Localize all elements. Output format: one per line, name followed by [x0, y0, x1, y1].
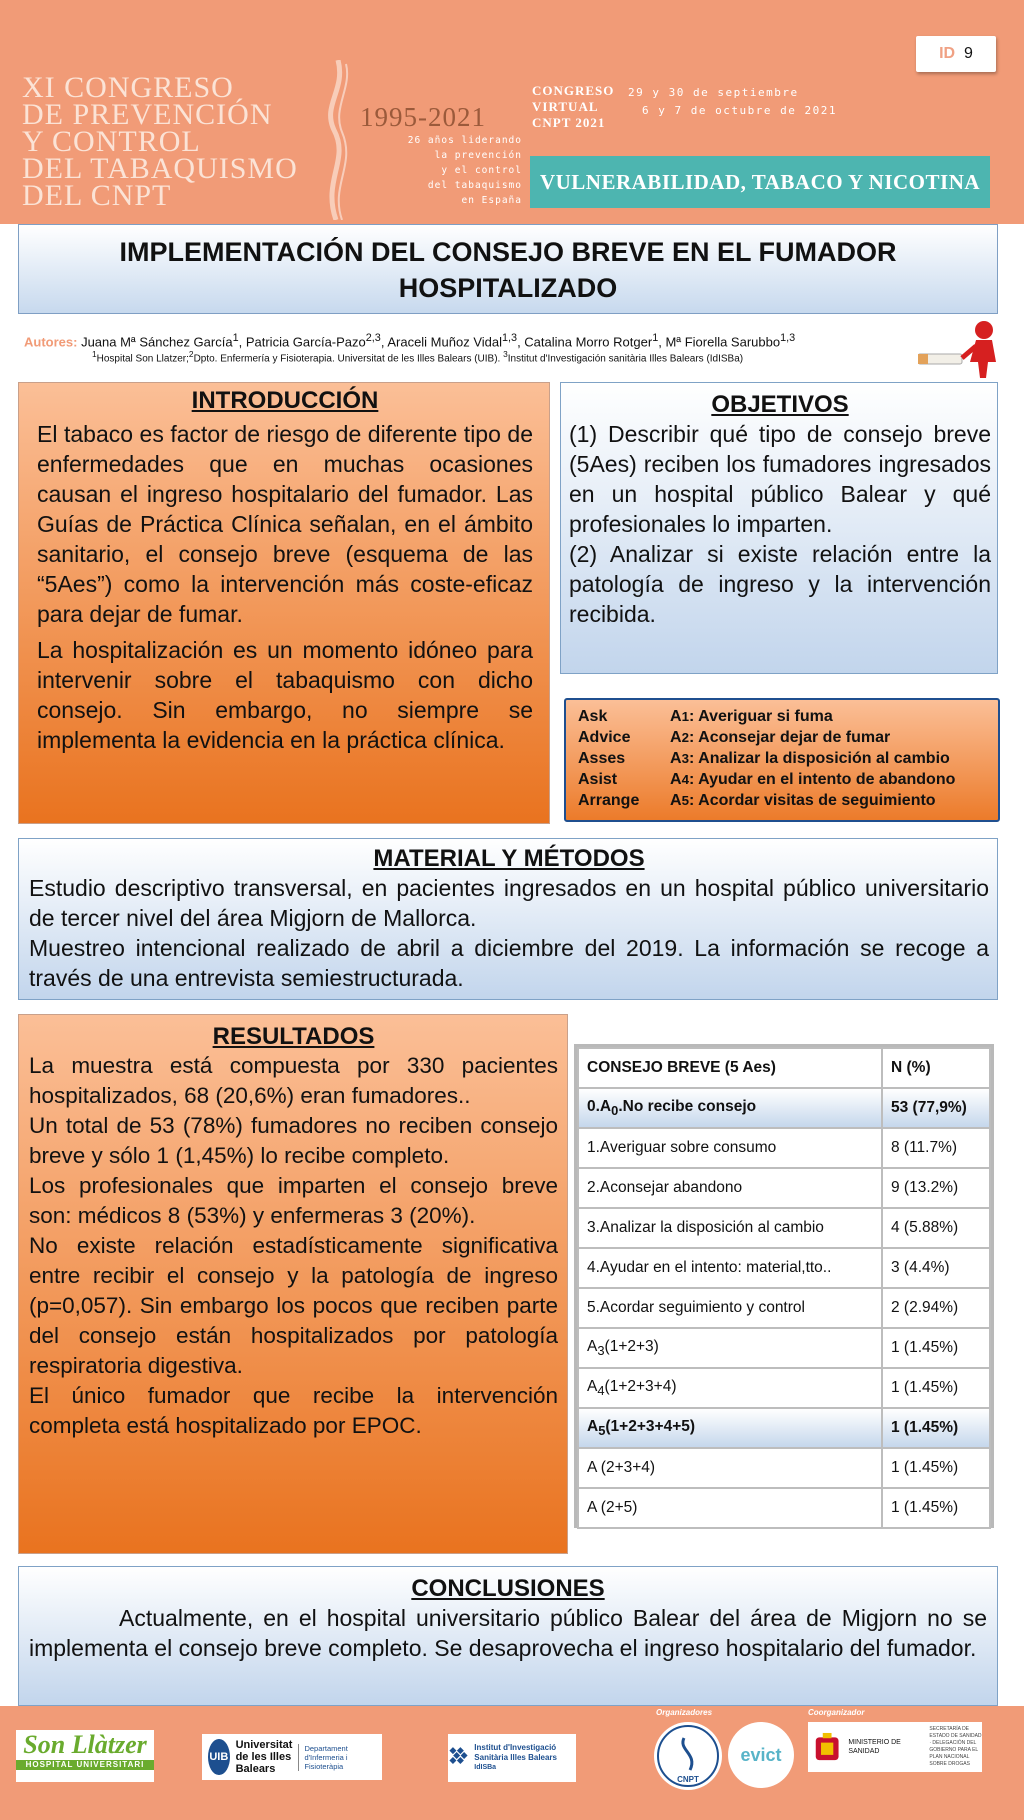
table-cell-label: 2.Aconsejar abandono: [578, 1168, 882, 1208]
resultados-paragraph: La muestra está compuesta por 330 pacientes hospitalizados, 68 (20,6%) eran fumadores..: [29, 1053, 558, 1108]
poster-title-line: IMPLEMENTACIÓN DEL CONSEJO BREVE EN EL FUMADOR: [119, 237, 897, 267]
table-row: [578, 1368, 990, 1408]
table-cell-label: 3.Analizar la disposición al cambio: [578, 1208, 882, 1248]
introduccion-section: [18, 382, 550, 824]
uib-name: Universitat de les Illes Balears: [235, 1739, 293, 1775]
table-cell-label: 1.Averiguar sobre consumo: [578, 1128, 882, 1168]
son-llatzer-sub: HOSPITAL UNIVERSITARI: [16, 1760, 154, 1770]
five-as-text: : Acordar visitas de seguimiento: [688, 792, 936, 809]
author-affil: 1: [652, 332, 659, 344]
introduccion-paragraph: El tabaco es factor de riesgo de diferente tipo de enfermedades que en muchas ocasiones causan el ingreso hospitalario del fumador. Las Guías de Práctica Clínica señalan, en el ámbito sanitario, el consejo breve (esquema de las “5Aes”) como la intervención más coste-eficaz para dejar de fumar.: [37, 421, 533, 627]
dates-line: 29 y 30 de septiembre: [628, 86, 799, 99]
table-cell-label: A (2+3+4): [578, 1448, 882, 1488]
five-as-key: Ask: [578, 708, 608, 725]
smoke-swirl-icon: [312, 60, 360, 220]
five-as-a: A: [670, 750, 682, 767]
objetivos-paragraph: (2) Analizar si existe relación entre la patología de ingreso y la intervención recibida.: [569, 541, 991, 627]
five-as-legend: [564, 698, 1000, 822]
table-cell-label: 5.Acordar seguimiento y control: [578, 1288, 882, 1328]
author-name: , Mª Fiorella Sarubbo: [658, 334, 781, 350]
uib-mark: UIB: [208, 1739, 230, 1775]
objetivos-body: [569, 419, 991, 629]
resultados-section: [18, 1014, 568, 1554]
table-header-cell: CONSEJO BREVE (5 Aes): [578, 1048, 882, 1088]
id-value: 9: [964, 45, 973, 62]
table-cell-value: 1 (1.45%): [882, 1448, 990, 1488]
table-cell-value: 4 (5.88%): [882, 1208, 990, 1248]
conclusiones-paragraph: Actualmente, en el hospital universitario público Balear del área de Migjorn no se implementa el consejo breve completo. Se desaprovecha el ingreso hospitalario del fumador.: [29, 1605, 987, 1661]
cnpt-logo: [654, 1722, 722, 1790]
row-label-sub: 0: [611, 1103, 619, 1119]
five-as-a: A: [670, 729, 682, 746]
five-as-key: Arrange: [578, 792, 640, 809]
uib-dept: Departament d'Infermeria i Fisioteràpia: [298, 1744, 382, 1771]
five-as-key: Asses: [578, 750, 626, 767]
idisba-logo: [448, 1734, 576, 1782]
objetivos-paragraph: (1) Describir qué tipo de consejo breve (5Aes) reciben los fumadores ingresados en un hospital público Balear y qué profesionales lo imparten.: [569, 421, 991, 537]
affil-num: 2: [188, 349, 194, 359]
objetivos-section: [560, 382, 998, 674]
affil-text: Institut d'Investigación sanitària Illes Balears (IdISBa): [507, 353, 744, 365]
results-table: [577, 1047, 991, 1529]
organizadores-label: Organizadores: [656, 1708, 713, 1717]
table-header-cell: N (%): [882, 1048, 990, 1088]
ministerio-name: MINISTERIO DE SANIDAD: [848, 1739, 901, 1755]
ministerio-sub: SECRETARÍA DE ESTADO DE SANIDAD · DELEGACIÓN DEL GOBIERNO PARA EL PLAN NACIONAL SOBRE DROGAS: [929, 1726, 982, 1767]
table-row: [578, 1208, 990, 1248]
resultados-paragraph: Los profesionales que imparten el consejo breve son: médicos 8 (53%) y enfermeras 3 (20%).: [29, 1173, 558, 1228]
theme-banner: VULNERABILIDAD, TABACO Y NICOTINA: [530, 156, 990, 208]
affil-num: 1: [92, 349, 97, 359]
evict-logo: evict: [728, 1722, 794, 1788]
resultados-paragraph: El único fumador que recibe la intervención completa está hospitalizado por EPOC.: [29, 1383, 558, 1438]
table-cell-value: 8 (11.7%): [882, 1128, 990, 1168]
author-name: Juana Mª Sánchez García: [77, 334, 233, 350]
conclusiones-section: [18, 1566, 998, 1706]
introduccion-body: [37, 419, 533, 755]
five-as-row: [578, 790, 998, 811]
affiliations: [92, 348, 922, 365]
row-label-post: (1+2+3): [604, 1337, 659, 1355]
row-label-pre: A: [587, 1337, 598, 1355]
years-subtitle-line: la prevención: [434, 150, 522, 161]
table-row: [578, 1408, 990, 1448]
spain-shield-icon: [814, 1730, 840, 1764]
row-label-sub: 4: [597, 1383, 605, 1399]
five-as-key: Asist: [578, 771, 618, 788]
son-llatzer-logo: [16, 1730, 154, 1782]
five-as-a: A: [670, 708, 682, 725]
five-as-text: : Aconsejar dejar de fumar: [688, 729, 891, 746]
idisba-short: IdISBa: [474, 1764, 497, 1771]
metodos-paragraph: Muestreo intencional realizado de abril a diciembre del 2019. La información se recoge a través de una entrevista semiestructurada.: [29, 935, 989, 991]
uib-logo: [202, 1734, 382, 1780]
author-name: , Araceli Muñoz Vidal: [380, 334, 502, 350]
table-row: [578, 1168, 990, 1208]
author-name: , Catalina Morro Rotger: [517, 334, 653, 350]
years-subtitle-line: del tabaquismo: [427, 180, 522, 191]
resultados-body: [29, 1051, 558, 1441]
smoker-figure-icon: [918, 318, 1004, 380]
table-cell-label: [578, 1368, 882, 1408]
row-label-post: .No recibe consejo: [618, 1097, 757, 1115]
conclusiones-title: CONCLUSIONES: [411, 1575, 605, 1602]
idisba-mark-icon: [448, 1738, 470, 1778]
congress-title-line: DEL CNPT: [22, 179, 172, 212]
virtual-line: CNPT 2021: [532, 115, 606, 130]
five-as-row: [578, 769, 998, 790]
id-badge: [916, 36, 996, 72]
affil-num: 3: [503, 349, 508, 359]
row-label-pre: 0.A: [587, 1097, 612, 1115]
metodos-paragraph: Estudio descriptivo transversal, en pacientes ingresados en un hospital público universitario de tercer nivel del área Migjorn de Mallorca.: [29, 875, 989, 931]
ministerio-logo: [808, 1722, 982, 1772]
virtual-line: VIRTUAL: [532, 99, 599, 114]
cnpt-text: CNPT: [677, 1775, 699, 1784]
congress-virtual: [532, 83, 614, 131]
five-as-text: : Analizar la disposición al cambio: [688, 750, 950, 767]
introduccion-title: INTRODUCCIÓN: [191, 387, 379, 414]
affil-text: Dpto. Enfermería y Fisioterapia. Universitat de les Illes Balears (UIB).: [193, 353, 504, 365]
table-row: [578, 1328, 990, 1368]
congress-title-line: XI CONGRESO: [22, 71, 234, 104]
table-header-row: [578, 1048, 990, 1088]
table-cell-label: A (2+5): [578, 1488, 882, 1528]
five-as-row: [578, 748, 998, 769]
poster-title-line: HOSPITALIZADO: [398, 273, 618, 303]
author-affil: 2,3: [365, 332, 381, 344]
congress-title-line: DEL TABAQUISMO: [22, 152, 298, 185]
row-label-sub: 3: [597, 1343, 605, 1359]
table-cell-value: 2 (2.94%): [882, 1288, 990, 1328]
years-subtitle-line: 26 años liderando: [407, 135, 522, 146]
table-cell-value: 1 (1.45%): [882, 1368, 990, 1408]
five-as-sub: 4: [681, 772, 689, 787]
son-llatzer-name: Son Llàtzer: [23, 1730, 147, 1759]
five-as-row: [578, 706, 998, 727]
table-cell-value: 9 (13.2%): [882, 1168, 990, 1208]
congress-title-line: DE PREVENCIÓN: [22, 98, 273, 131]
years-subtitle-line: y el control: [441, 165, 522, 176]
five-as-sub: 3: [681, 751, 689, 766]
years-subtitle-line: en España: [461, 195, 522, 206]
author-affil: 1,3: [780, 332, 796, 344]
idisba-name: Institut d'Investigació Sanitària Illes Balears: [474, 1743, 557, 1762]
row-label-pre: A: [587, 1377, 598, 1395]
row-label-post: (1+2+3+4): [604, 1377, 677, 1395]
five-as-a: A: [670, 792, 682, 809]
metodos-section: [18, 838, 998, 1000]
introduccion-paragraph: La hospitalización es un momento idóneo para intervenir sobre el tabaquismo con dicho consejo. Sin embargo, no siempre se implementa la evidencia en la práctica clínica.: [37, 637, 533, 753]
five-as-text: : Ayudar en el intento de abandono: [688, 771, 956, 788]
table-cell-value: 3 (4.4%): [882, 1248, 990, 1288]
five-as-sub: 5: [681, 793, 689, 808]
table-cell-value: 1 (1.45%): [882, 1328, 990, 1368]
consejo-breve-table: [574, 1044, 994, 1528]
table-cell-label: 4.Ayudar en el intento: material,tto..: [578, 1248, 882, 1288]
table-row: [578, 1288, 990, 1328]
resultados-title: RESULTADOS: [212, 1023, 375, 1050]
coorganizador-label: Coorganizador: [808, 1708, 865, 1717]
table-cell-label: [578, 1088, 882, 1128]
table-cell-value: 1 (1.45%): [882, 1488, 990, 1528]
dates-line: 6 y 7 de octubre de 2021: [642, 104, 837, 117]
table-cell-label: [578, 1328, 882, 1368]
row-label-pre: A: [587, 1417, 599, 1435]
poster-title: [18, 224, 998, 314]
congress-title: [22, 71, 298, 212]
table-row: [578, 1248, 990, 1288]
table-row: [578, 1448, 990, 1488]
five-as-a: A: [670, 771, 682, 788]
years-range: 1995-2021: [360, 102, 486, 132]
cnpt-seal-icon: [654, 1722, 722, 1790]
five-as-sub: 1: [681, 709, 689, 724]
congress-dates: [628, 84, 837, 120]
authors-label: Autores:: [24, 334, 78, 350]
affil-text: Hospital Son Llatzer;: [96, 353, 189, 365]
objetivos-title: OBJETIVOS: [711, 391, 849, 418]
idisba-text: [470, 1743, 576, 1773]
table-cell-label: [578, 1408, 882, 1448]
table-row: [578, 1088, 990, 1128]
resultados-paragraph: No existe relación estadísticamente significativa entre recibir el consejo y la patología de ingreso (p=0,057). Sin embargo los pocos que reciben parte del consejo están hospitalizados por patología respiratoria digestiva.: [29, 1233, 558, 1378]
author-name: , Patricia García-Pazo: [238, 334, 366, 350]
row-label-sub: 5: [598, 1423, 606, 1439]
virtual-line: CONGRESO: [532, 83, 615, 98]
metodos-title: MATERIAL Y MÉTODOS: [373, 845, 645, 872]
table-row: [578, 1128, 990, 1168]
congress-title-line: Y CONTROL: [22, 125, 201, 158]
author-affil: 1,3: [502, 332, 518, 344]
id-label: ID: [939, 45, 956, 62]
table-row: [578, 1488, 990, 1528]
conclusiones-body: [29, 1603, 987, 1663]
years-subtitle: [400, 133, 522, 208]
table-cell-value: 1 (1.45%): [882, 1408, 990, 1448]
five-as-text: : Averiguar si fuma: [688, 708, 833, 725]
table-cell-value: 53 (77,9%): [882, 1088, 990, 1128]
five-as-key: Advice: [578, 729, 631, 746]
five-as-row: [578, 727, 998, 748]
five-as-sub: 2: [681, 730, 689, 745]
row-label-post: (1+2+3+4+5): [605, 1417, 696, 1435]
author-affil: 1: [232, 332, 239, 344]
metodos-body: [29, 873, 989, 993]
resultados-paragraph: Un total de 53 (78%) fumadores no reciben consejo breve y sólo 1 (1,45%) lo recibe completo.: [29, 1113, 558, 1168]
